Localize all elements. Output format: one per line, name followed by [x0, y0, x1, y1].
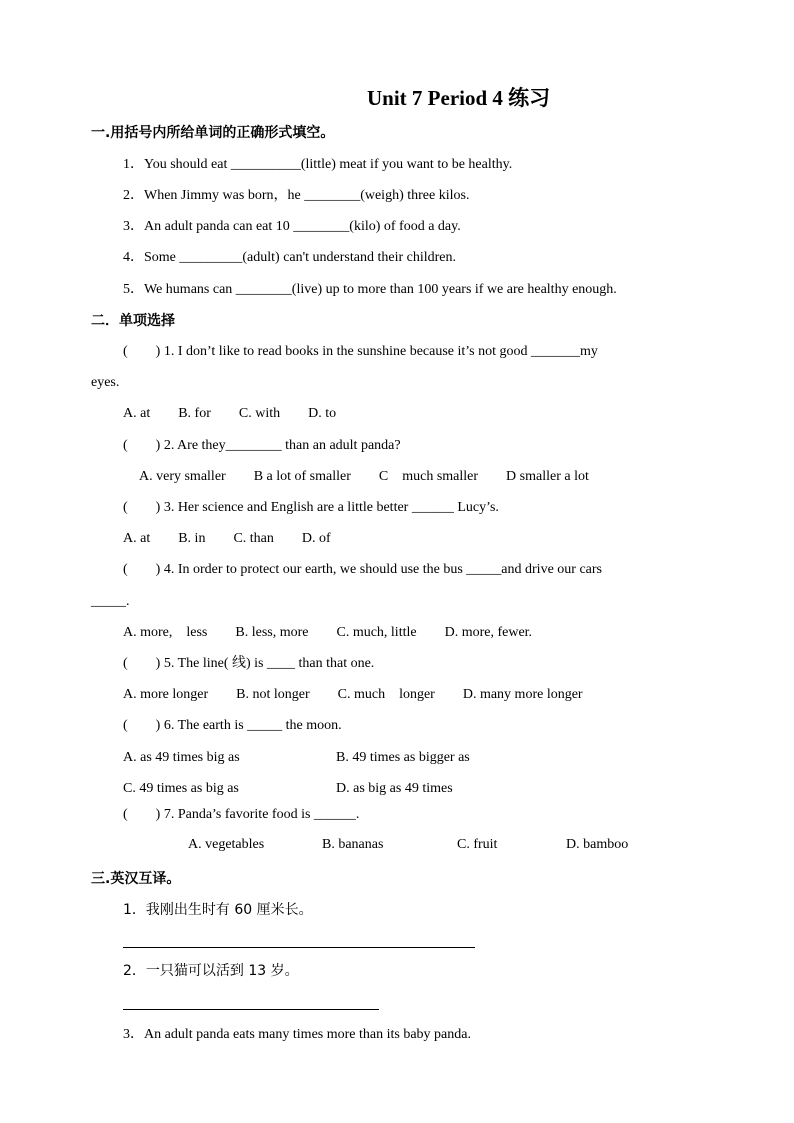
question-6: ( ) 6. The earth is _____ the moon.: [123, 718, 342, 733]
translation-item-3: 3．An adult panda eats many times more than its baby panda.: [123, 1027, 471, 1042]
answer-line-2: [123, 1009, 379, 1010]
question-3-options: A. at B. in C. than D. of: [123, 531, 331, 546]
section-2-heading: 二．单项选择: [91, 313, 175, 329]
question-1-options: A. at B. for C. with D. to: [123, 406, 337, 421]
question-4-options: A. more, less B. less, more C. much, little D. more, fewer.: [123, 625, 533, 640]
question-6-option-c: C. 49 times as big as: [123, 781, 239, 796]
question-1: ( ) 1. I don’t like to read books in the sunshine because it’s not good _______my: [123, 344, 598, 359]
question-5: ( ) 5. The line( 线) is ____ than that one.: [123, 656, 375, 671]
page-title: Unit 7 Period 4 练习: [367, 86, 551, 110]
fill-in-item-4: 4．Some _________(adult) can't understand their children.: [123, 250, 456, 265]
question-6-option-b: B. 49 times as bigger as: [336, 750, 470, 765]
question-4: ( ) 4. In order to protect our earth, we should use the bus _____and drive our cars: [123, 562, 602, 577]
answer-line-1: [123, 947, 475, 948]
question-3: ( ) 3. Her science and English are a little better ______ Lucy’s.: [123, 500, 499, 515]
question-6-option-d: D. as big as 49 times: [336, 781, 453, 796]
question-7-option-b: B. bananas: [322, 837, 384, 852]
fill-in-item-2: 2．When Jimmy was born，he ________(weigh) three kilos.: [123, 188, 470, 203]
section-3-heading: 三.英汉互译。: [91, 871, 181, 887]
section-1-heading: 一.用括号内所给单词的正确形式填空。: [91, 125, 335, 141]
question-7-option-d: D. bamboo: [566, 837, 629, 852]
question-5-options: A. more longer B. not longer C. much longer D. many more longer: [123, 687, 583, 702]
question-4-continued: _____.: [91, 594, 130, 609]
fill-in-item-1: 1．You should eat __________(little) meat if you want to be healthy.: [123, 157, 513, 172]
question-6-option-a: A. as 49 times big as: [123, 750, 240, 765]
question-7: ( ) 7. Panda’s favorite food is ______.: [123, 807, 360, 822]
question-7-option-c: C. fruit: [457, 837, 498, 852]
question-1-continued: eyes.: [91, 375, 120, 390]
question-7-option-a: A. vegetables: [188, 837, 265, 852]
translation-item-2: 2．一只猫可以活到 13 岁。: [123, 963, 299, 979]
fill-in-item-3: 3．An adult panda can eat 10 ________(kilo) of food a day.: [123, 219, 461, 234]
question-2-options: A. very smaller B a lot of smaller C much smaller D smaller a lot: [139, 469, 589, 484]
fill-in-item-5: 5．We humans can ________(live) up to more than 100 years if we are healthy enough.: [123, 282, 617, 297]
question-2: ( ) 2. Are they________ than an adult panda?: [123, 438, 401, 453]
translation-item-1: 1．我刚出生时有 60 厘米长。: [123, 902, 313, 918]
